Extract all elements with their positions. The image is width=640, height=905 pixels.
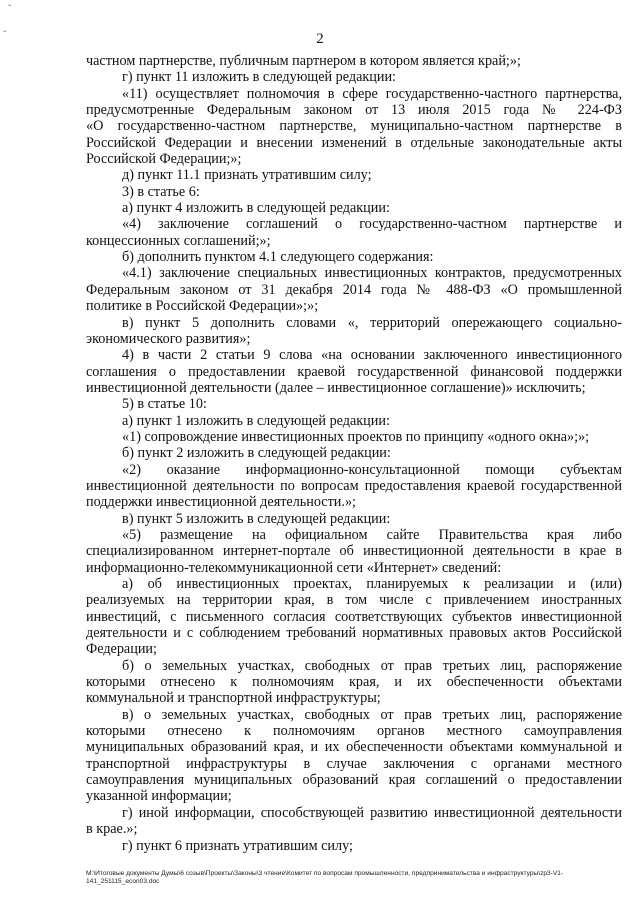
text-line: самоуправления муниципальных образований края соглашений о предоставлении [86, 772, 622, 789]
file-path-footer [86, 870, 626, 886]
paragraph [86, 396, 622, 412]
text-line: частном партнерстве, публичным партнером в котором является край;»; [86, 53, 521, 69]
text-line: Федерации; [86, 641, 157, 658]
text-line: Российской Федерации и внесении изменений в отдельные законодательные акты [86, 134, 622, 151]
text-line: «5) размещение на официальном сайте Правительства края либо [122, 526, 622, 543]
paragraph [86, 184, 622, 200]
text-line: «О государственно-частном партнерстве, муниципально-частном партнерстве в [86, 118, 622, 135]
text-line: концессионных соглашений;»; [86, 232, 271, 249]
paragraph [86, 347, 622, 396]
paragraph [86, 805, 622, 838]
text-line: а) пункт 4 изложить в следующей редакции: [122, 200, 390, 217]
text-line: «4.1) заключение специальных инвестиционных контрактов, предусмотренных [122, 265, 622, 282]
text-line: 4) в части 2 статьи 9 слова «на основании заключенного инвестиционного [122, 347, 622, 364]
text-line: в) пункт 5 дополнить словами «, территорий опережающего социально- [122, 314, 622, 331]
paragraph [86, 445, 622, 461]
text-line: указанной информации; [86, 788, 232, 805]
text-line: «2) оказание информационно-консультационной помощи субъектам [122, 461, 622, 478]
text-line: поддержки инвестиционной деятельности.»; [86, 494, 356, 511]
text-line: 3) в статье 6: [122, 183, 200, 200]
text-line: 5) в статье 10: [122, 396, 207, 413]
text-line: инвестиций, с письменного согласия соответствующих субъектов инвестиционной [86, 608, 622, 625]
text-line: транспортной инфраструктуры в случае заключения с органами местного [86, 755, 622, 772]
paragraph [86, 511, 622, 527]
paragraph [86, 200, 622, 216]
scan-mark: ˇ [3, 30, 7, 41]
text-line: которыми отнесено к полномочиям края, и их обеспеченности объектами [86, 674, 622, 691]
text-line: которыми отнесено к полномочиям органов местного самоуправления [86, 723, 622, 740]
text-line: Федеральным законом от 31 декабря 2014 года № 488-ФЗ «О промышленной [86, 281, 622, 298]
text-line: «11) осуществляет полномочия в сфере государственно-частного партнерства, [122, 85, 622, 102]
footer-path-line: M:\Итоговые документы Думы\6 созыв\Проекты\Законы\3 чтение\Комитет по вопросам промышленности, предпринимательства и инфраструктуры\zp3-V1- [86, 870, 564, 877]
paragraph [86, 167, 622, 183]
text-line: «4) заключение соглашений о государственно-частном партнерстве и [122, 216, 622, 233]
footer-path-line: 141_251115_econ03.doc [86, 878, 160, 885]
paragraph [86, 838, 622, 854]
paragraph [86, 429, 622, 445]
paragraph [86, 216, 622, 249]
paragraph [86, 462, 622, 511]
text-line: в) пункт 5 изложить в следующей редакции: [122, 510, 391, 527]
paragraph [86, 53, 622, 69]
paragraph [86, 315, 622, 348]
text-line: а) пункт 1 изложить в следующей редакции: [122, 412, 390, 429]
scan-mark: ˇ [8, 4, 12, 15]
text-line: г) пункт 11 изложить в следующей редакции: [122, 69, 396, 86]
page-number: 2 [316, 31, 324, 47]
text-line: д) пункт 11.1 признать утратившим силу; [122, 167, 372, 184]
paragraph [86, 413, 622, 429]
text-line: б) дополнить пунктом 4.1 следующего содержания: [122, 249, 434, 266]
text-line: реализуемых на территории края, в том числе с привлечением иностранных [86, 592, 622, 609]
text-line: г) пункт 6 признать утратившим силу; [122, 837, 353, 854]
text-line: информационно-телекоммуникационной сети «Интернет» сведений: [86, 559, 502, 576]
text-line: муниципальных образований края, и их обеспеченности объектами коммунальной и [86, 739, 622, 756]
text-line: специализированном интернет-портале об инвестиционной деятельности в крае в [86, 543, 622, 560]
text-line: инвестиционной деятельности по вопросам предоставления краевой государственной [86, 477, 622, 494]
text-line: г) иной информации, способствующей развитию инвестиционной деятельности [122, 804, 622, 821]
paragraph [86, 658, 622, 707]
paragraph [86, 249, 622, 265]
text-line: в) о земельных участках, свободных от прав третьих лиц, распоряжение [122, 706, 622, 723]
text-line: а) об инвестиционных проектах, планируемых к реализации и (или) [122, 576, 622, 592]
text-line: политике в Российской Федерации»;»; [86, 298, 319, 315]
paragraph [86, 265, 622, 314]
document-body [86, 53, 622, 854]
text-line: коммунальной и транспортной инфраструктуры; [86, 690, 381, 707]
paragraph [86, 707, 622, 805]
text-line: предусмотренные Федеральным законом от 13 июля 2015 года № 224-ФЗ [86, 102, 622, 119]
text-line: деятельности и с соблюдением требований нормативных правовых актов Российской [86, 625, 622, 642]
text-line: «1) сопровождение инвестиционных проектов по принципу «одного окна»;»; [122, 428, 590, 445]
text-line: Российской Федерации;»; [86, 151, 242, 168]
paragraph [86, 69, 622, 85]
text-line: соглашения о предоставлении краевой государственной финансовой поддержки [86, 363, 622, 380]
paragraph [86, 86, 622, 168]
paragraph [86, 527, 622, 576]
text-line: экономического развития»; [86, 330, 251, 347]
text-line: б) пункт 2 изложить в следующей редакции: [122, 445, 391, 462]
paragraph [86, 576, 622, 658]
text-line: б) о земельных участках, свободных от прав третьих лиц, распоряжение [122, 657, 622, 674]
text-line: инвестиционной деятельности (далее – инвестиционное соглашение)» исключить; [86, 379, 586, 396]
text-line: в крае.»; [86, 821, 138, 838]
